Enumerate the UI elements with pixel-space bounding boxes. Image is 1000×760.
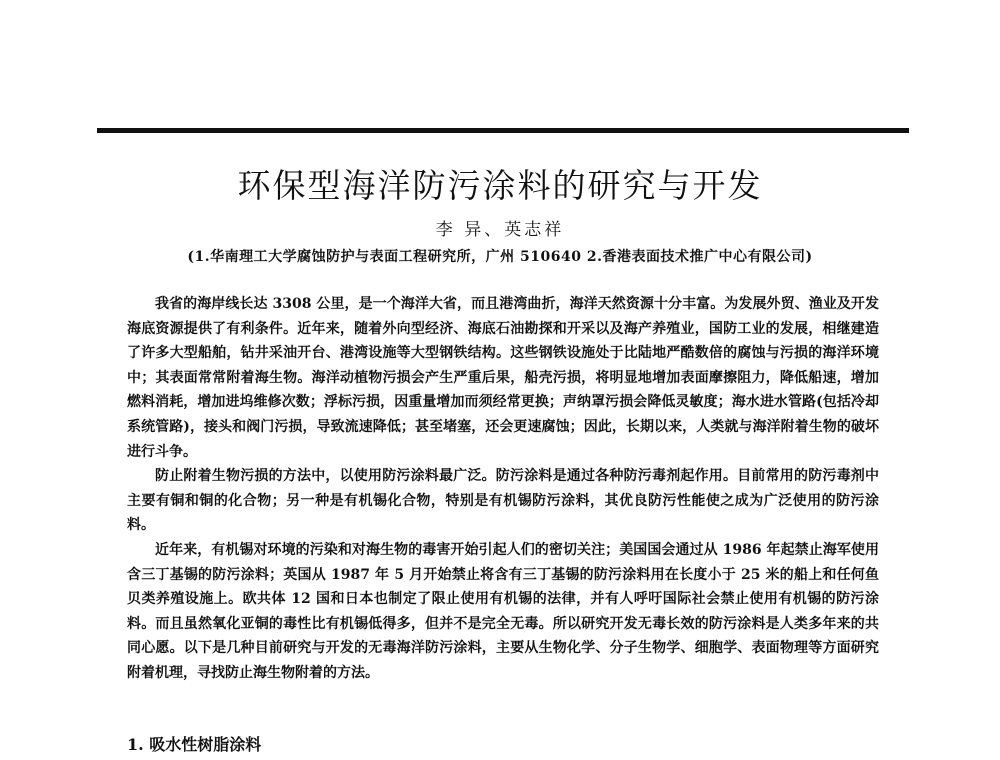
header-rule [97,128,909,133]
body-paragraph-1: 我省的海岸线长达 3308 公里，是一个海洋大省，而且港湾曲折，海洋天然资源十分丰富。为发展外贸、渔业及开发海底资源提供了有利条件。近年来，随着外向型经济、海底石油勘探和开采以及海产养殖业，国防工业的发展，相继建造了许多大型船舶，钻井采油开台、港湾设施等大型钢铁结构。这些钢铁设施处于比陆地严酷数倍的腐蚀与污损的海洋环境中；其表面常常附着海生物。海洋动植物污损会产生严重后果，船壳污损，将明显地增加表面摩擦阻力，降低船速，增加燃料消耗，增加进坞维修次数；浮标污损，因重量增加而须经常更换；声纳罩污损会降低灵敏度；海水进水管路(包括冷却系统管路)，接头和阀门污损，导致流速降低；甚至堵塞，还会更速腐蚀；因此，长期以来，人类就与海洋附着生物的破坏进行斗争。 [127,296,879,460]
body-paragraph-3: 近年来，有机锡对环境的污染和对海生物的毒害开始引起人们的密切关注；美国国会通过从 1986 年起禁止海军使用含三丁基锡的防污涂料；英国从 1987 年 5 月开始禁止将含有三丁基锡的防污涂料用在长度小于 25 米的船上和任何鱼贝类养殖设施上。欧共体 12 国和日本也制定了限止使用有机锡的法律，并有人呼吁国际社会禁止使用有机锡的防污涂料。而且虽然氧化亚铜的毒性比有机锡低得多，但并不是完全无毒。所以研究开发无毒长效的防污涂料是人类多年来的共同心愿。以下是几种目前研究与开发的无毒海洋防污涂料，主要从生物化学、分子生物学、细胞学、表面物理等方面研究附着机理，寻找防止海生物附着的方法。 [127,541,879,681]
body-paragraph-2: 防止附着生物污损的方法中，以使用防污涂料最广泛。防污涂料是通过各种防污毒剂起作用。目前常用的防污毒剂中主要有铜和铜的化合物；另一种是有机锡化合物，特别是有机锡防污涂料，其优良防污性能使之成为广泛使用的防污涂料。 [127,468,879,534]
body-text [127,292,879,686]
affiliation-line: (1.华南理工大学腐蚀防护与表面工程研究所，广州 510640 2.香港表面技术推广中心有限公司) [187,249,813,265]
paper-title: 环保型海洋防污涂料的研究与开发 [237,166,763,205]
section-heading: 1. 吸水性树脂涂料 [127,735,262,754]
author-line: 李 异、英志祥 [435,220,565,240]
